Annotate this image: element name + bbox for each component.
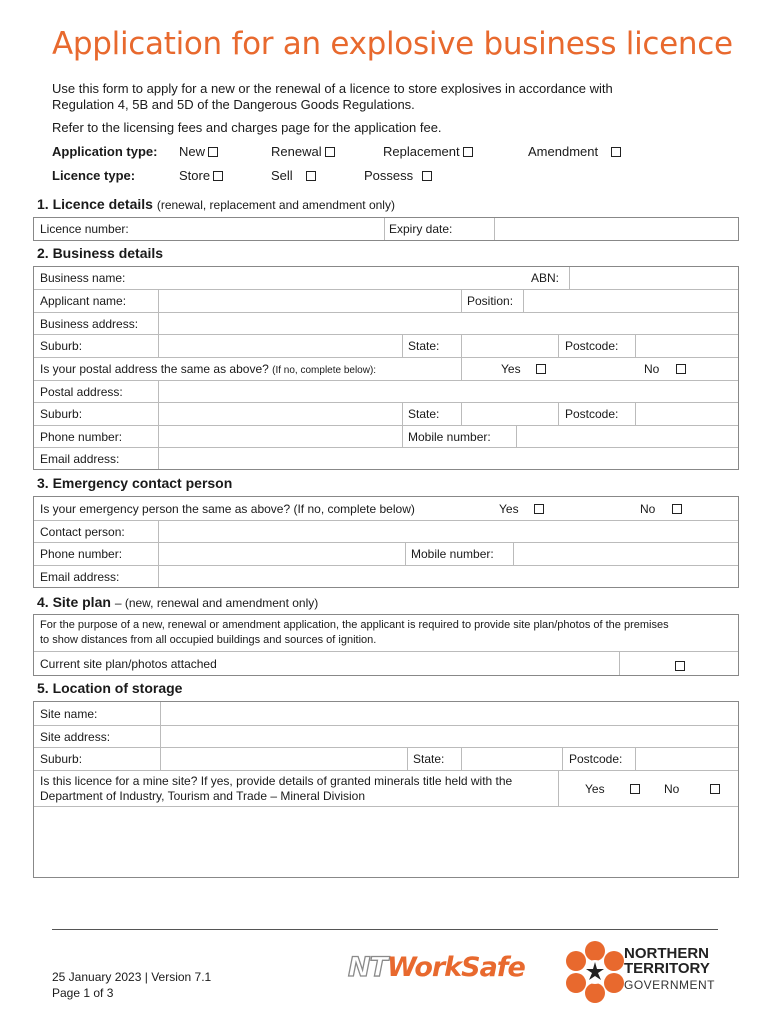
checkbox[interactable] bbox=[630, 784, 640, 794]
footer-divider bbox=[52, 929, 718, 930]
checkbox[interactable] bbox=[710, 784, 720, 794]
emergency-phone-field[interactable] bbox=[159, 543, 405, 565]
state-field[interactable] bbox=[462, 335, 558, 357]
applicant-name-field[interactable] bbox=[159, 290, 461, 312]
checkbox[interactable] bbox=[208, 147, 218, 157]
mine-site-no[interactable]: No bbox=[664, 782, 720, 796]
checkbox[interactable] bbox=[463, 147, 473, 157]
suburb-field[interactable] bbox=[159, 335, 402, 357]
ntworksafe-logo: NTWorkSafe bbox=[348, 952, 525, 983]
mobile-label: Mobile number: bbox=[408, 430, 491, 444]
location-of-storage-table bbox=[33, 701, 739, 878]
checkbox[interactable] bbox=[213, 171, 223, 181]
section-2-heading: 2. Business details bbox=[37, 245, 164, 261]
postal-same-yes[interactable]: Yes bbox=[501, 362, 546, 376]
phone-label: Phone number: bbox=[40, 430, 123, 444]
site-plan-attached-checkbox[interactable] bbox=[672, 658, 685, 676]
section-5-heading: 5. Location of storage bbox=[37, 680, 183, 696]
business-name-field[interactable] bbox=[159, 267, 519, 289]
email-field[interactable] bbox=[159, 448, 738, 469]
position-label: Position: bbox=[467, 294, 514, 308]
site-name-field[interactable] bbox=[161, 702, 738, 725]
position-field[interactable] bbox=[524, 290, 738, 312]
contact-person-field[interactable] bbox=[159, 521, 738, 542]
emergency-email-field[interactable] bbox=[159, 566, 738, 587]
licence-type-sell-option[interactable]: Sell bbox=[271, 168, 316, 183]
checkbox[interactable] bbox=[675, 661, 685, 671]
emergency-phone-label: Phone number: bbox=[40, 547, 123, 561]
intro-line: Refer to the licensing fees and charges page for the application fee. bbox=[52, 120, 442, 135]
postal-state-label: State: bbox=[408, 407, 440, 421]
site-state-label: State: bbox=[413, 752, 445, 766]
postcode-field[interactable] bbox=[636, 335, 738, 357]
suburb-label: Suburb: bbox=[40, 339, 83, 353]
business-address-field[interactable] bbox=[159, 313, 738, 334]
postal-same-question: Is your postal address the same as above? (If no, complete below): bbox=[40, 362, 377, 376]
licence-type-possess-option[interactable]: Possess bbox=[364, 168, 432, 183]
ntg-flower-icon bbox=[564, 941, 626, 1003]
emergency-mobile-field[interactable] bbox=[514, 543, 738, 565]
postal-address-field[interactable] bbox=[159, 381, 738, 402]
site-address-field[interactable] bbox=[161, 726, 738, 747]
emergency-email-label: Email address: bbox=[40, 570, 120, 584]
postal-address-label: Postal address: bbox=[40, 385, 123, 399]
site-postcode-label: Postcode: bbox=[569, 752, 623, 766]
site-plan-text: For the purpose of a new, renewal or amendment application, the applicant is required to provide site plan/photos of the premises bbox=[40, 619, 669, 631]
intro-line: Use this form to apply for a new or the renewal of a licence to store explosives in accordance with bbox=[52, 81, 613, 96]
applicant-name-label: Applicant name: bbox=[40, 294, 127, 308]
footer-page-number: Page 1 of 3 bbox=[52, 986, 114, 1000]
checkbox[interactable] bbox=[611, 147, 621, 157]
postal-same-no[interactable]: No bbox=[644, 362, 686, 376]
site-address-label: Site address: bbox=[40, 730, 111, 744]
checkbox[interactable] bbox=[306, 171, 316, 181]
section-4-heading: 4. Site plan – (new, renewal and amendment only) bbox=[37, 594, 319, 610]
mineral-title-details-field[interactable] bbox=[34, 807, 738, 877]
postal-postcode-field[interactable] bbox=[636, 403, 738, 425]
abn-field[interactable] bbox=[570, 267, 738, 289]
abn-label: ABN: bbox=[531, 271, 560, 285]
intro-line: Regulation 4, 5B and 5D of the Dangerous Goods Regulations. bbox=[52, 97, 415, 112]
email-label: Email address: bbox=[40, 452, 120, 466]
phone-field[interactable] bbox=[159, 426, 402, 447]
postal-state-field[interactable] bbox=[462, 403, 558, 425]
page-title: Application for an explosive business licence bbox=[52, 26, 733, 62]
emergency-same-no[interactable]: No bbox=[640, 502, 682, 516]
checkbox[interactable] bbox=[672, 504, 682, 514]
expiry-date-field[interactable] bbox=[495, 218, 738, 240]
site-suburb-label: Suburb: bbox=[40, 752, 83, 766]
application-type-label: Application type: bbox=[52, 144, 158, 159]
contact-person-label: Contact person: bbox=[40, 525, 125, 539]
site-name-label: Site name: bbox=[40, 707, 98, 721]
licence-type-store-option[interactable]: Store bbox=[179, 168, 223, 183]
site-suburb-field[interactable] bbox=[161, 748, 407, 770]
postal-suburb-label: Suburb: bbox=[40, 407, 83, 421]
application-type-new-option[interactable]: New bbox=[179, 144, 218, 159]
checkbox[interactable] bbox=[536, 364, 546, 374]
ntg-name: NORTHERN TERRITORY bbox=[624, 945, 710, 977]
postal-suburb-field[interactable] bbox=[159, 403, 402, 425]
checkbox[interactable] bbox=[534, 504, 544, 514]
emergency-contact-table bbox=[33, 496, 739, 588]
site-postcode-field[interactable] bbox=[636, 748, 738, 770]
checkbox[interactable] bbox=[422, 171, 432, 181]
business-address-label: Business address: bbox=[40, 317, 139, 331]
footer-date-version: 25 January 2023 | Version 7.1 bbox=[52, 970, 212, 984]
application-type-replacement-option[interactable]: Replacement bbox=[383, 144, 473, 159]
business-details-table bbox=[33, 266, 739, 470]
site-plan-attached-label: Current site plan/photos attached bbox=[40, 657, 217, 671]
site-plan-table bbox=[33, 614, 739, 676]
mine-site-question: Department of Industry, Tourism and Trade – Mineral Division bbox=[40, 789, 366, 803]
emergency-same-yes[interactable]: Yes bbox=[499, 502, 544, 516]
mobile-field[interactable] bbox=[517, 426, 738, 447]
site-state-field[interactable] bbox=[462, 748, 562, 770]
expiry-date-label: Expiry date: bbox=[389, 222, 453, 236]
postcode-label: Postcode: bbox=[565, 339, 619, 353]
business-name-label: Business name: bbox=[40, 271, 126, 285]
licence-details-table bbox=[33, 217, 739, 241]
site-plan-text: to show distances from all occupied buildings and sources of ignition. bbox=[40, 634, 377, 646]
mine-site-yes[interactable]: Yes bbox=[585, 782, 640, 796]
licence-type-label: Licence type: bbox=[52, 168, 136, 183]
mine-site-question: Is this licence for a mine site? If yes, provide details of granted minerals title held with the bbox=[40, 774, 513, 788]
ntg-government: GOVERNMENT bbox=[624, 978, 716, 992]
emergency-same-question: Is your emergency person the same as above? (If no, complete below) bbox=[40, 502, 415, 516]
section-3-heading: 3. Emergency contact person bbox=[37, 475, 233, 491]
emergency-mobile-label: Mobile number: bbox=[411, 547, 494, 561]
licence-number-field[interactable] bbox=[34, 218, 384, 240]
checkbox[interactable] bbox=[676, 364, 686, 374]
postal-postcode-label: Postcode: bbox=[565, 407, 619, 421]
application-type-amendment-option[interactable]: Amendment bbox=[528, 144, 621, 159]
application-type-renewal-option[interactable]: Renewal bbox=[271, 144, 335, 159]
state-label: State: bbox=[408, 339, 440, 353]
licence-number-label: Licence number: bbox=[40, 222, 129, 236]
checkbox[interactable] bbox=[325, 147, 335, 157]
section-1-heading: 1. Licence details (renewal, replacement and amendment only) bbox=[37, 196, 395, 212]
